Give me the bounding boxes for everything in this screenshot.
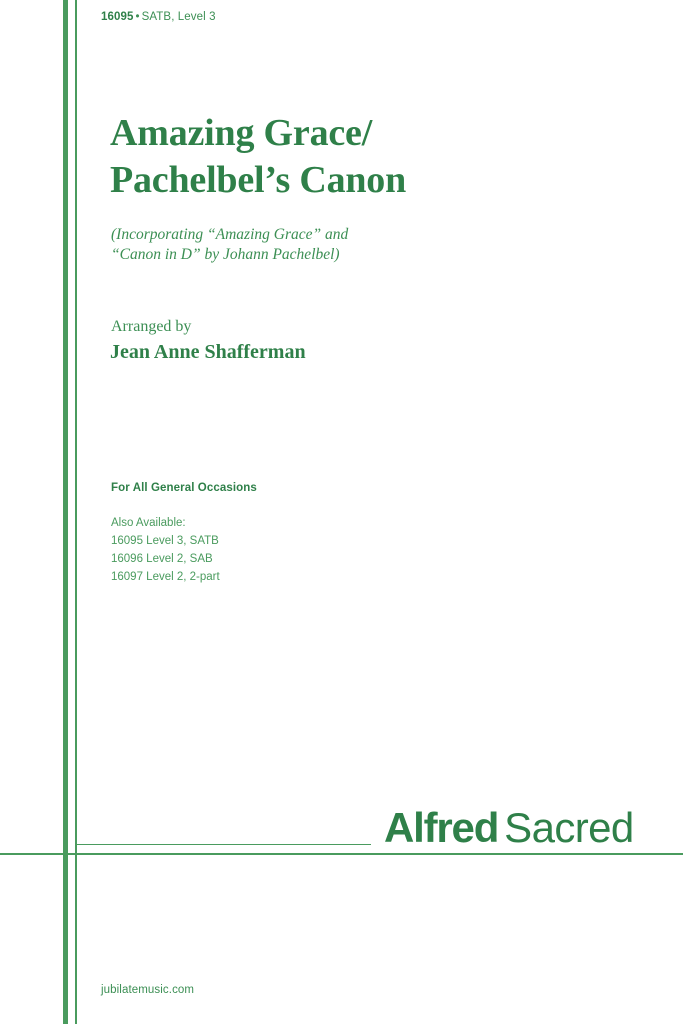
footer-website: jubilatemusic.com (101, 984, 195, 996)
title-line-1: Amazing Grace/ (110, 112, 373, 154)
publisher-logo (384, 804, 634, 851)
title-line-2: Pachelbel’s Canon (110, 159, 407, 202)
page-title (110, 110, 540, 204)
catalog-voicing: SATB, Level 3 (141, 11, 216, 23)
occasions-note: For All General Occasions (111, 482, 257, 494)
catalog-number: 16095 (101, 11, 134, 23)
subtitle (111, 225, 531, 266)
horizontal-rule-short (77, 844, 371, 845)
arranger-name: Jean Anne Shafferman (110, 341, 306, 363)
also-available-heading: Also Available: (111, 517, 186, 529)
subtitle-line-2: “Canon in D” by Johann Pachelbel) (111, 246, 340, 264)
list-item: 16095 Level 3, SATB (111, 534, 219, 547)
horizontal-rule-long (0, 853, 683, 855)
logo-brand: Alfred (384, 804, 499, 851)
list-item: 16097 Level 2, 2-part (111, 570, 220, 583)
left-vertical-rule-thin (75, 0, 77, 1024)
catalog-header (101, 11, 216, 23)
list-item: 16096 Level 2, SAB (111, 552, 213, 565)
catalog-separator: • (135, 11, 140, 23)
also-available-list (111, 515, 220, 587)
arranged-by-label: Arranged by (111, 318, 192, 335)
subtitle-line-1: (Incorporating “Amazing Grace” and (111, 226, 349, 243)
logo-imprint: Sacred (504, 804, 634, 851)
left-vertical-rule-thick (63, 0, 68, 1024)
